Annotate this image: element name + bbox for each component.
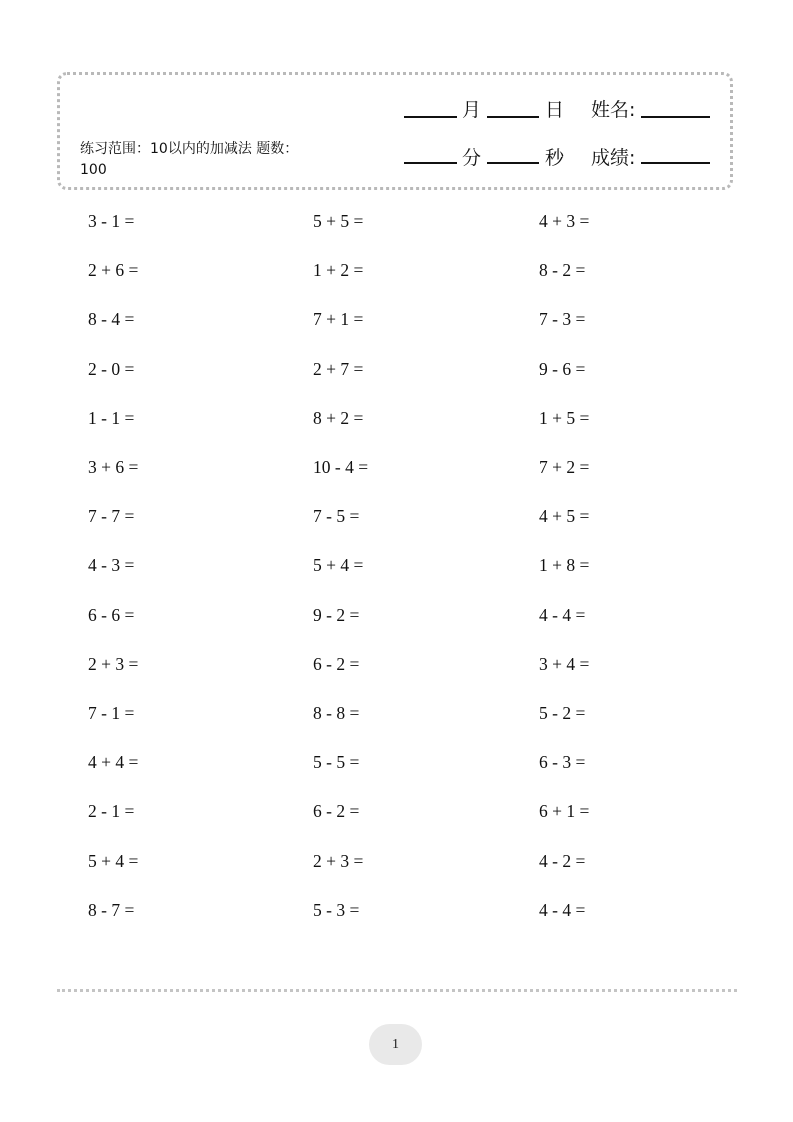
- math-problem: 10 - 4 =: [313, 457, 369, 477]
- math-problem: 3 + 6 =: [88, 457, 139, 477]
- math-problem: 3 + 4 =: [539, 653, 590, 674]
- math-problem: 8 - 8 =: [313, 703, 360, 723]
- math-problem: 4 - 4 =: [539, 604, 586, 625]
- math-problem: 4 + 3 =: [539, 211, 590, 231]
- math-problem: 8 - 7 =: [88, 899, 135, 920]
- math-problem: 5 - 2 =: [539, 703, 586, 723]
- minute-label: 分: [462, 147, 482, 169]
- math-problem: 2 - 1 =: [88, 801, 135, 822]
- math-problem: 5 - 5 =: [313, 752, 360, 773]
- math-problem: 4 + 5 =: [539, 506, 590, 527]
- second-blank[interactable]: [487, 162, 539, 164]
- math-problem: 8 - 2 =: [539, 260, 586, 281]
- math-problem: 1 - 1 =: [88, 407, 135, 428]
- math-problem: 6 - 2 =: [313, 801, 360, 822]
- math-problem: 2 - 0 =: [88, 358, 135, 379]
- math-problem: 7 - 5 =: [313, 506, 360, 527]
- month-blank[interactable]: [404, 116, 457, 118]
- math-problem: 6 - 3 =: [539, 752, 586, 773]
- math-problem: 7 + 1 =: [313, 309, 364, 330]
- math-problem: 8 + 2 =: [313, 407, 364, 428]
- math-problem: 3 - 1 =: [88, 211, 135, 231]
- math-problem: 7 + 2 =: [539, 457, 590, 477]
- math-problem: 1 + 8 =: [539, 555, 590, 576]
- math-problem: 5 + 4 =: [313, 555, 364, 576]
- math-problem: 5 - 3 =: [313, 899, 360, 920]
- math-problem: 7 - 3 =: [539, 309, 586, 330]
- math-problem: 7 - 1 =: [88, 703, 135, 723]
- page-number: 1: [369, 1024, 422, 1065]
- math-problem: 4 - 2 =: [539, 850, 586, 871]
- math-problem: 1 + 5 =: [539, 407, 590, 428]
- math-problem: 4 + 4 =: [88, 752, 139, 773]
- math-problem: 6 - 6 =: [88, 604, 135, 625]
- footer-divider: [57, 989, 737, 992]
- math-problem: 8 - 4 =: [88, 309, 135, 330]
- math-problem: 6 - 2 =: [313, 653, 360, 674]
- score-blank[interactable]: [641, 162, 710, 164]
- math-problem: 6 + 1 =: [539, 801, 590, 822]
- math-problem: 2 + 3 =: [88, 653, 139, 674]
- minute-blank[interactable]: [404, 162, 457, 164]
- math-problem: 4 - 4 =: [539, 899, 586, 920]
- day-label: 日: [545, 99, 565, 121]
- month-label: 月: [462, 99, 482, 121]
- day-blank[interactable]: [487, 116, 539, 118]
- name-label: 姓名:: [591, 99, 636, 121]
- math-problem: 4 - 3 =: [88, 555, 135, 576]
- name-blank[interactable]: [641, 116, 710, 118]
- math-problem: 2 + 6 =: [88, 260, 139, 281]
- math-problem: 9 - 2 =: [313, 604, 360, 625]
- math-problem: 5 + 5 =: [313, 211, 364, 231]
- math-problem: 7 - 7 =: [88, 506, 135, 527]
- math-problem: 9 - 6 =: [539, 358, 586, 379]
- math-problem: 1 + 2 =: [313, 260, 364, 281]
- score-label: 成绩:: [591, 147, 636, 169]
- math-problem: 5 + 4 =: [88, 850, 139, 871]
- second-label: 秒: [545, 147, 565, 169]
- practice-range-label: 练习范围：10以内的加减法 题数：100: [80, 141, 299, 178]
- math-problem: 2 + 7 =: [313, 358, 364, 379]
- math-problem: 2 + 3 =: [313, 850, 364, 871]
